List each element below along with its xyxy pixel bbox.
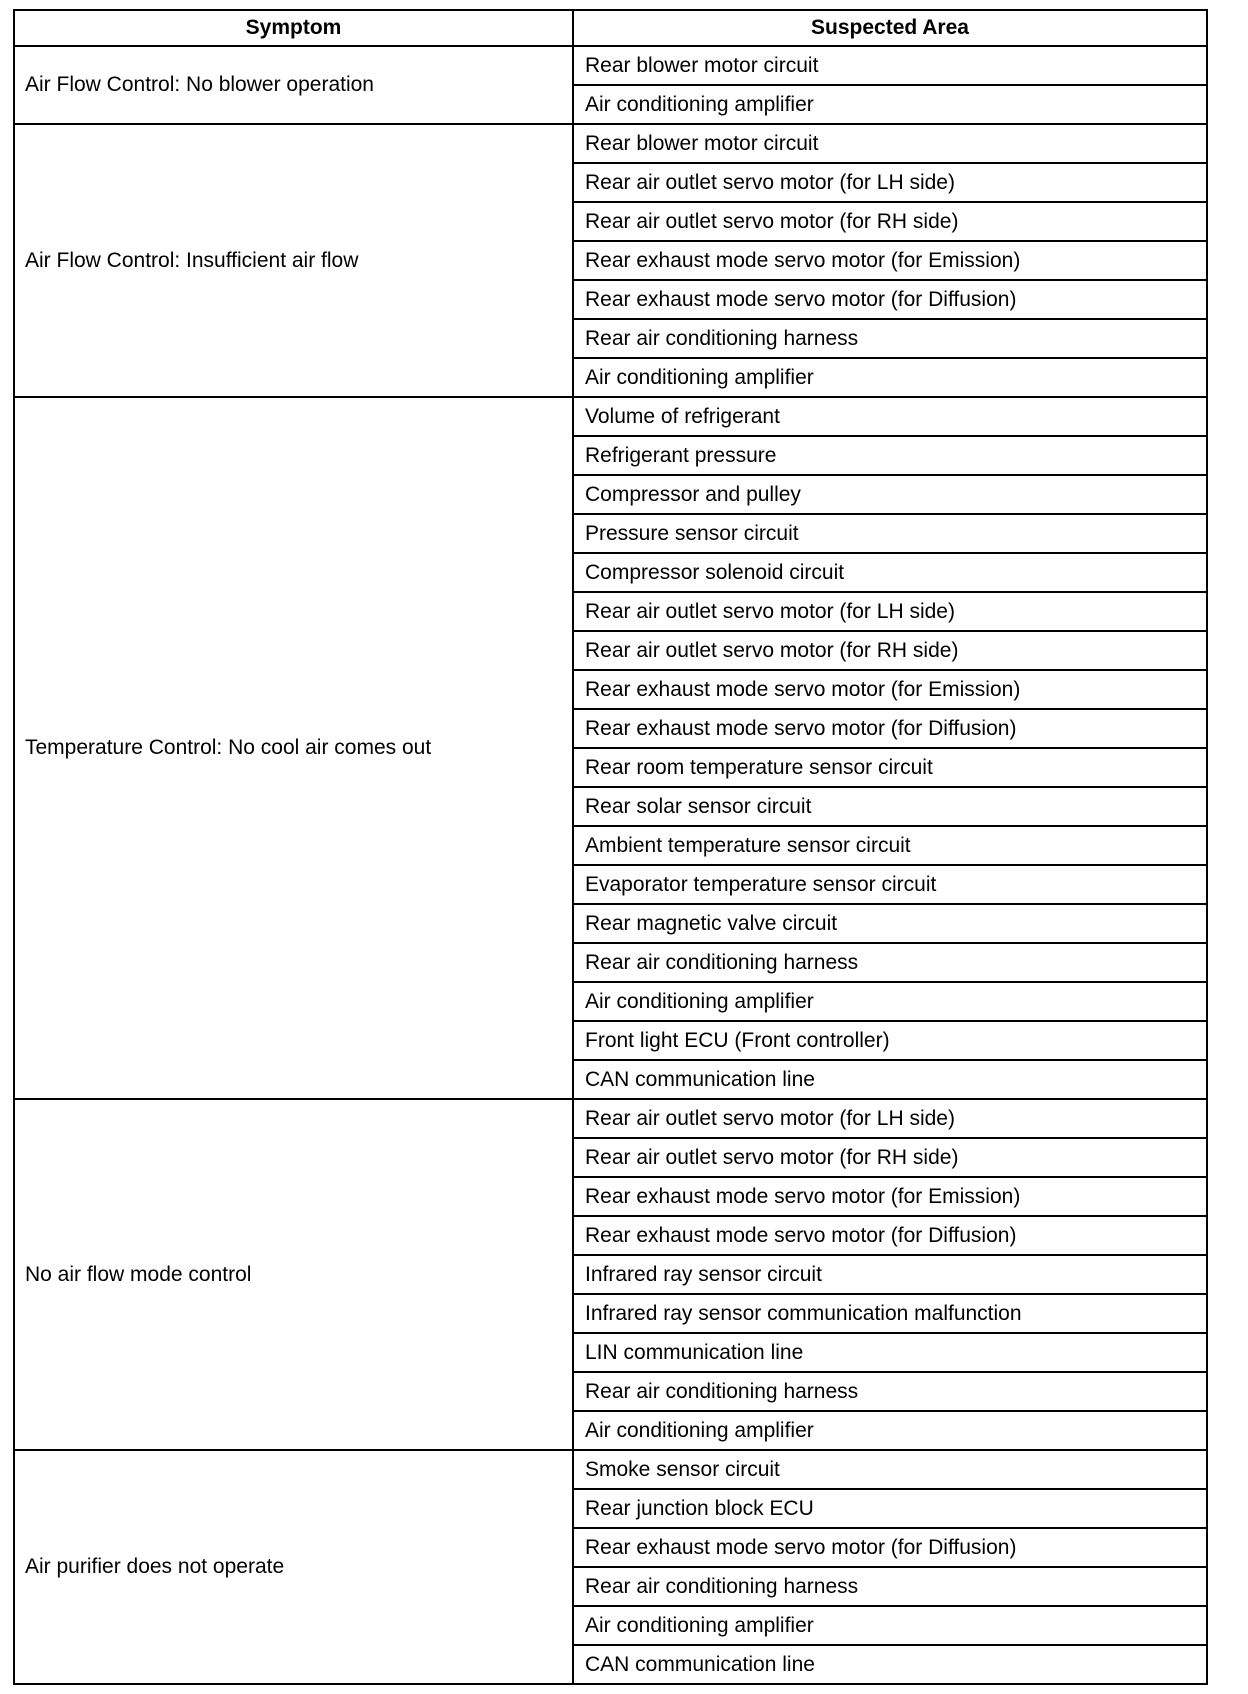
suspected-area-cell: Ambient temperature sensor circuit bbox=[573, 826, 1207, 865]
suspected-area-cell: Air conditioning amplifier bbox=[573, 1606, 1207, 1645]
suspected-area-cell: Rear air conditioning harness bbox=[573, 1372, 1207, 1411]
suspected-area-cell: Evaporator temperature sensor circuit bbox=[573, 865, 1207, 904]
suspected-area-cell: Rear air outlet servo motor (for RH side) bbox=[573, 1138, 1207, 1177]
symptom-cell: Temperature Control: No cool air comes out bbox=[14, 397, 573, 1099]
suspected-area-cell: Air conditioning amplifier bbox=[573, 1411, 1207, 1450]
symptom-cell: Air Flow Control: Insufficient air flow bbox=[14, 124, 573, 397]
suspected-area-cell: Rear magnetic valve circuit bbox=[573, 904, 1207, 943]
suspected-area-cell: Air conditioning amplifier bbox=[573, 85, 1207, 124]
table-row bbox=[14, 1450, 1207, 1489]
suspected-area-cell: LIN communication line bbox=[573, 1333, 1207, 1372]
symptom-cell: Air purifier does not operate bbox=[14, 1450, 573, 1684]
suspected-area-cell: Rear blower motor circuit bbox=[573, 46, 1207, 85]
suspected-area-cell: Infrared ray sensor circuit bbox=[573, 1255, 1207, 1294]
header-row bbox=[14, 10, 1207, 46]
suspected-area-cell: CAN communication line bbox=[573, 1645, 1207, 1684]
suspected-area-cell: Compressor solenoid circuit bbox=[573, 553, 1207, 592]
table-row bbox=[14, 1099, 1207, 1138]
suspected-area-cell: Rear exhaust mode servo motor (for Emission) bbox=[573, 1177, 1207, 1216]
suspected-area-cell: Rear junction block ECU bbox=[573, 1489, 1207, 1528]
suspected-area-cell: Rear exhaust mode servo motor (for Diffusion) bbox=[573, 709, 1207, 748]
suspected-area-cell: Rear air outlet servo motor (for LH side) bbox=[573, 592, 1207, 631]
suspected-area-cell: Air conditioning amplifier bbox=[573, 982, 1207, 1021]
table-body bbox=[14, 46, 1207, 1684]
suspected-area-cell: Rear air conditioning harness bbox=[573, 1567, 1207, 1606]
table-row bbox=[14, 124, 1207, 163]
suspected-area-cell: Volume of refrigerant bbox=[573, 397, 1207, 436]
header-symptom: Symptom bbox=[14, 10, 573, 46]
suspected-area-cell: Infrared ray sensor communication malfunction bbox=[573, 1294, 1207, 1333]
suspected-area-cell: Rear exhaust mode servo motor (for Emission) bbox=[573, 241, 1207, 280]
suspected-area-cell: Rear air outlet servo motor (for LH side) bbox=[573, 163, 1207, 202]
suspected-area-cell: Rear exhaust mode servo motor (for Emission) bbox=[573, 670, 1207, 709]
suspected-area-cell: Rear exhaust mode servo motor (for Diffusion) bbox=[573, 1528, 1207, 1567]
suspected-area-cell: Rear air conditioning harness bbox=[573, 943, 1207, 982]
symptom-table bbox=[13, 9, 1208, 1685]
suspected-area-cell: Rear air outlet servo motor (for LH side) bbox=[573, 1099, 1207, 1138]
suspected-area-cell: Smoke sensor circuit bbox=[573, 1450, 1207, 1489]
symptom-cell: Air Flow Control: No blower operation bbox=[14, 46, 573, 124]
suspected-area-cell: Rear exhaust mode servo motor (for Diffusion) bbox=[573, 1216, 1207, 1255]
suspected-area-cell: Rear air conditioning harness bbox=[573, 319, 1207, 358]
table-row bbox=[14, 46, 1207, 85]
suspected-area-cell: Rear air outlet servo motor (for RH side) bbox=[573, 631, 1207, 670]
symptom-cell: No air flow mode control bbox=[14, 1099, 573, 1450]
suspected-area-cell: Front light ECU (Front controller) bbox=[573, 1021, 1207, 1060]
suspected-area-cell: Rear room temperature sensor circuit bbox=[573, 748, 1207, 787]
suspected-area-cell: Air conditioning amplifier bbox=[573, 358, 1207, 397]
suspected-area-cell: CAN communication line bbox=[573, 1060, 1207, 1099]
suspected-area-cell: Pressure sensor circuit bbox=[573, 514, 1207, 553]
table-row bbox=[14, 397, 1207, 436]
suspected-area-cell: Rear air outlet servo motor (for RH side) bbox=[573, 202, 1207, 241]
suspected-area-cell: Refrigerant pressure bbox=[573, 436, 1207, 475]
header-suspected-area: Suspected Area bbox=[573, 10, 1207, 46]
suspected-area-cell: Rear solar sensor circuit bbox=[573, 787, 1207, 826]
suspected-area-cell: Rear exhaust mode servo motor (for Diffusion) bbox=[573, 280, 1207, 319]
suspected-area-cell: Compressor and pulley bbox=[573, 475, 1207, 514]
suspected-area-cell: Rear blower motor circuit bbox=[573, 124, 1207, 163]
